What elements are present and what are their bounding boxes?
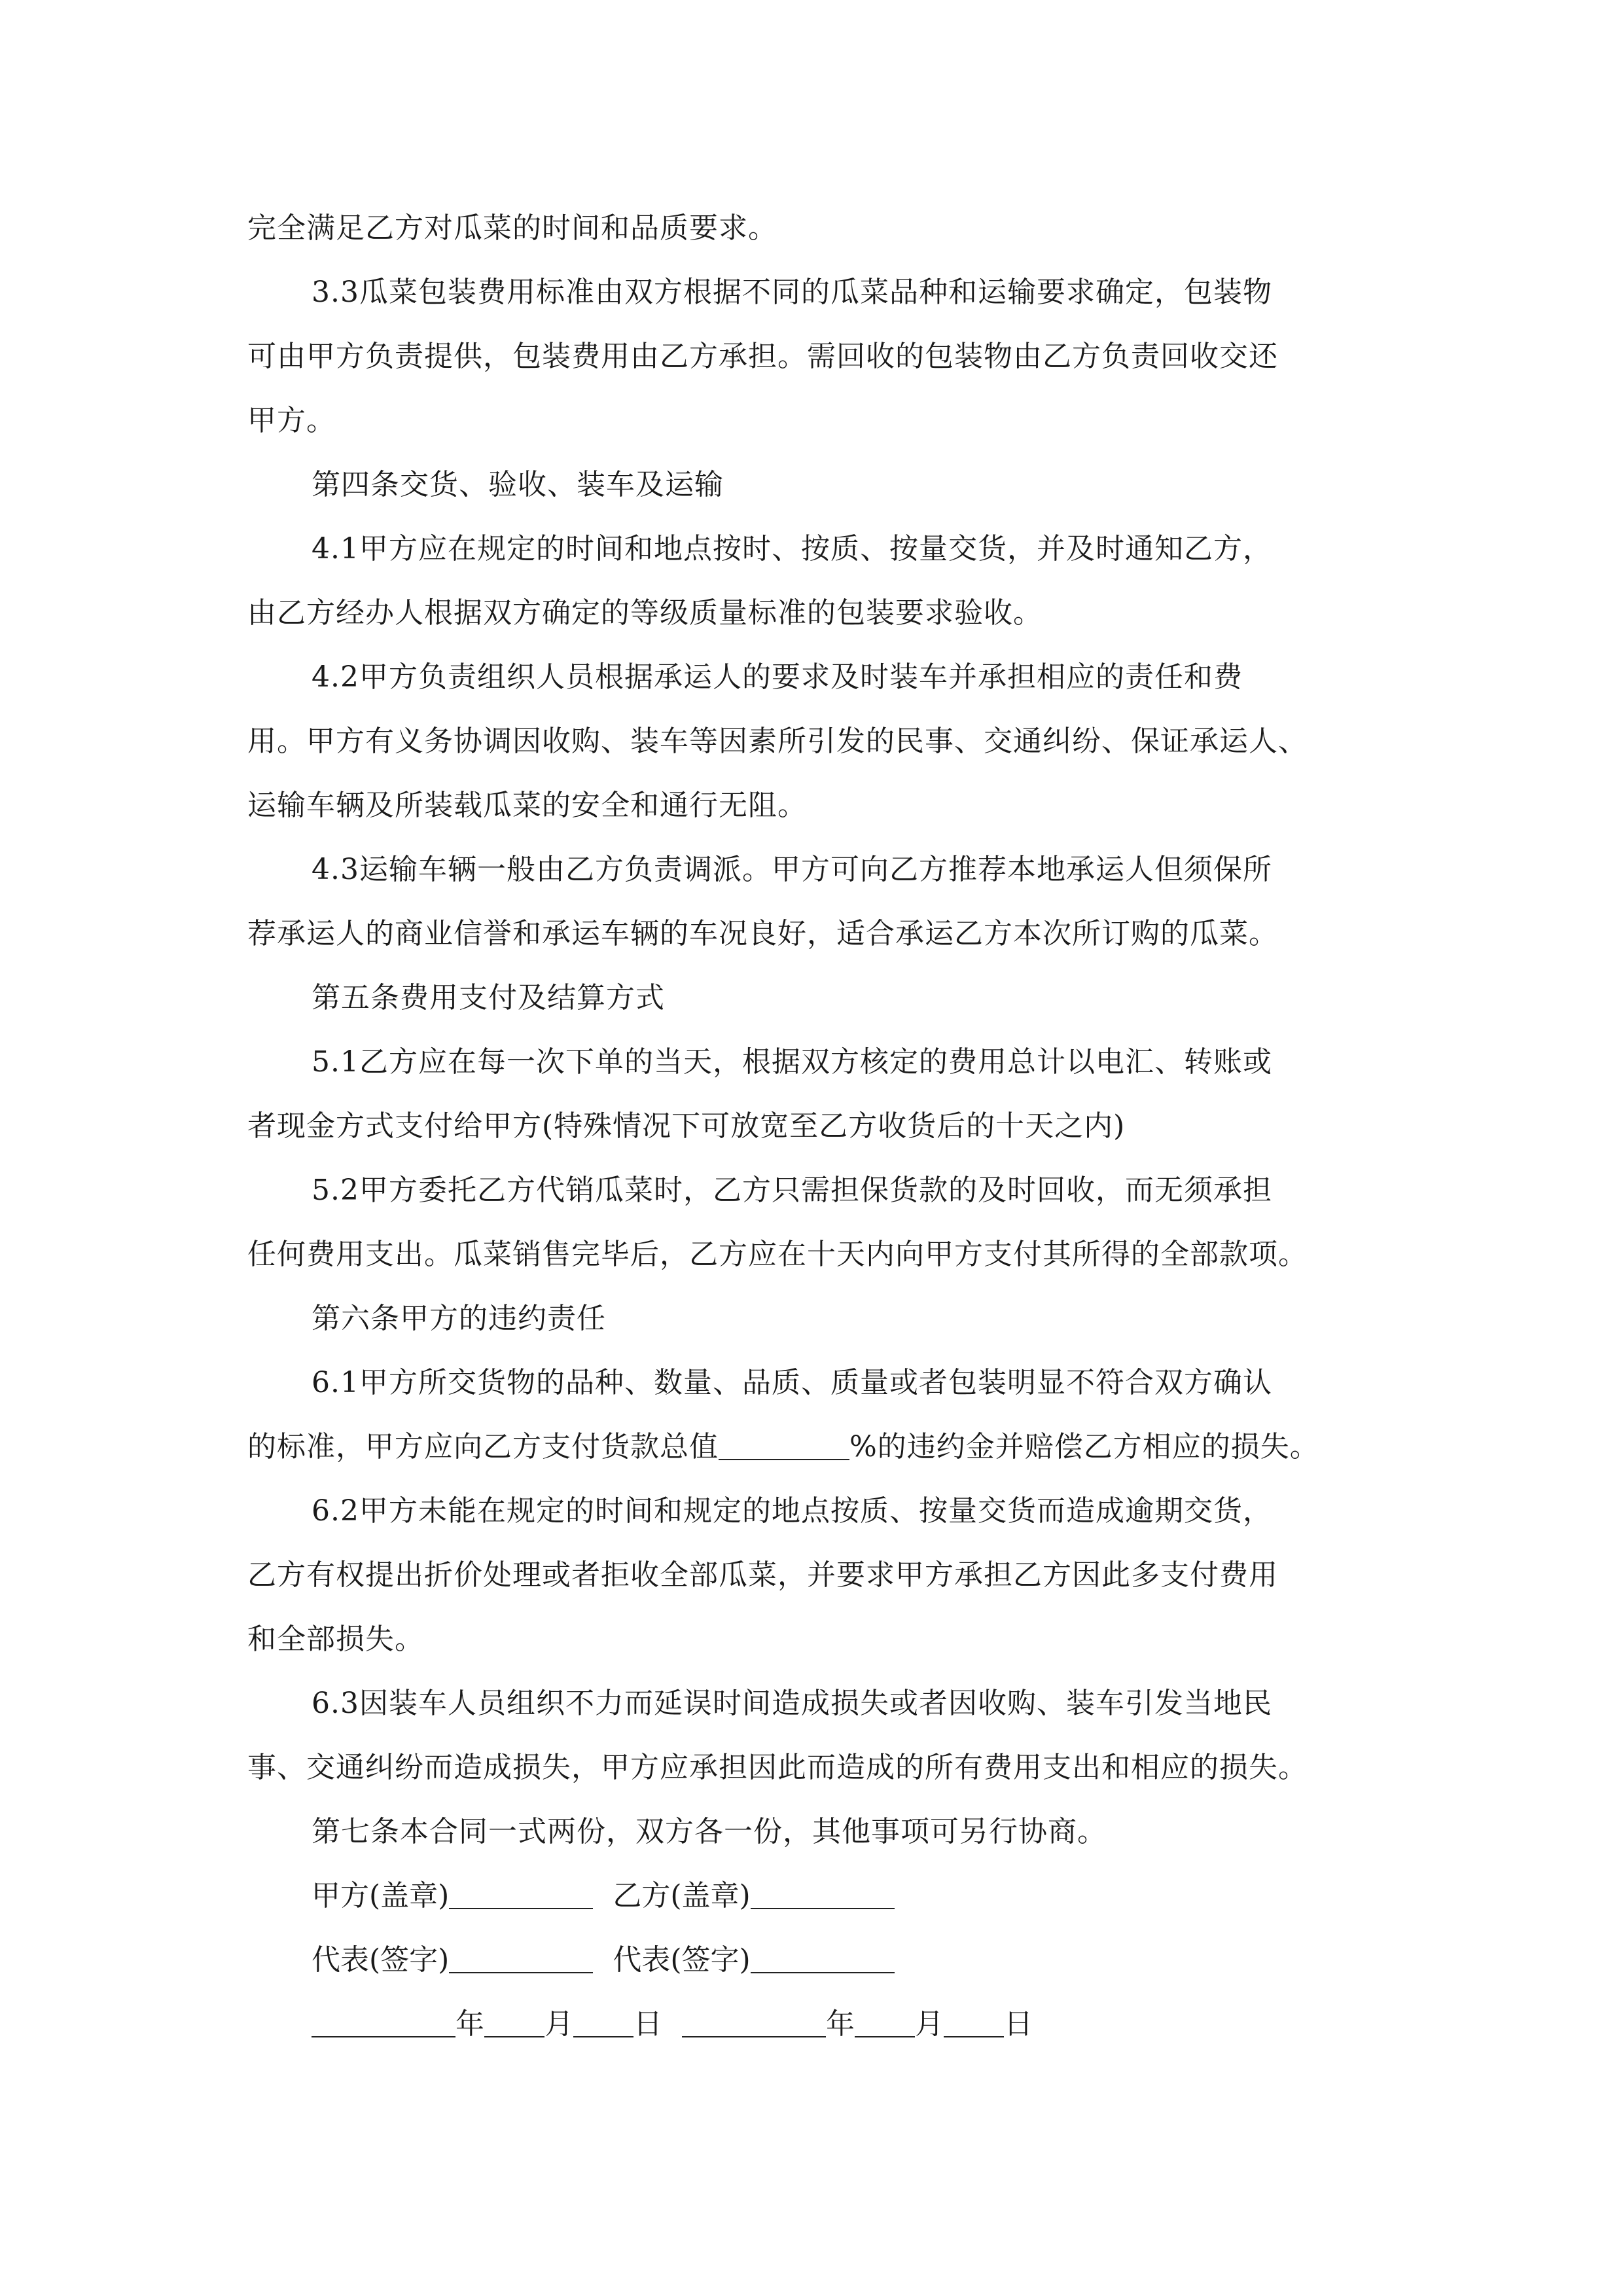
text-line: 第六条甲方的违约责任 — [312, 1302, 606, 1335]
party-b-rep-blank[interactable] — [751, 1946, 895, 1973]
text-line: 可由甲方负责提供，包装费用由乙方承担。需回收的包装物由乙方负责回收交还 — [247, 340, 1278, 373]
contract-body-part-1 — [247, 196, 1386, 1415]
text-line: 者现金方式支付给甲方(特殊情况下可放宽至乙方收货后的十天之内) — [247, 1109, 1126, 1143]
text-line: 4.2甲方负责组织人员根据承运人的要求及时装车并承担相应的责任和费 — [312, 660, 1243, 694]
text-line: 运输车辆及所装载瓜菜的安全和通行无阻。 — [247, 789, 807, 822]
date-a-year-blank[interactable] — [312, 2010, 455, 2037]
date-b-month-label: 月 — [915, 2007, 944, 2041]
text-line: 乙方有权提出折价处理或者拒收全部瓜菜，并要求甲方承担乙方因此多支付费用 — [247, 1558, 1278, 1592]
party-a-rep-label: 代表(签字) — [312, 1943, 450, 1977]
party-b-seal-label: 乙方(盖章) — [613, 1879, 751, 1912]
penalty-percent-blank[interactable] — [719, 1433, 849, 1460]
text-line: 甲方。 — [247, 404, 336, 437]
text-line: 第五条费用支付及结算方式 — [312, 981, 665, 1014]
date-b-month-blank[interactable] — [855, 2010, 915, 2037]
text-line: 任何费用支出。瓜菜销售完毕后，乙方应在十天内向甲方支付其所得的全部款项。 — [247, 1238, 1308, 1271]
penalty-text-before: 的标准，甲方应向乙方支付货款总值 — [247, 1430, 719, 1463]
text-line: 5.2甲方委托乙方代销瓜菜时，乙方只需担保货款的及时回收，而无须承担 — [312, 1174, 1272, 1207]
seal-line — [247, 1864, 1386, 1928]
text-line: 第四条交货、验收、装车及运输 — [312, 468, 724, 501]
text-line: 事、交通纠纷而造成损失，甲方应承担因此而造成的所有费用支出和相应的损失。 — [247, 1751, 1308, 1784]
text-line: 6.1甲方所交货物的品种、数量、品质、质量或者包装明显不符合双方确认 — [312, 1366, 1272, 1399]
text-line: 第七条本合同一式两份，双方各一份，其他事项可另行协商。 — [312, 1815, 1107, 1848]
text-line: 6.3因装车人员组织不力而延误时间造成损失或者因收购、装车引发当地民 — [312, 1687, 1272, 1720]
penalty-clause-line — [247, 1415, 1386, 1479]
date-a-month-label: 月 — [544, 2007, 573, 2041]
date-a-year-label: 年 — [455, 2007, 484, 2041]
text-line: 完全满足乙方对瓜菜的时间和品质要求。 — [247, 211, 777, 245]
date-b-day-blank[interactable] — [944, 2010, 1004, 2037]
representative-line — [247, 1928, 1386, 1992]
date-a-day-blank[interactable] — [573, 2010, 633, 2037]
text-line: 5.1乙方应在每一次下单的当天，根据双方核定的费用总计以电汇、转账或 — [312, 1045, 1272, 1079]
text-line: 4.3运输车辆一般由乙方负责调派。甲方可向乙方推荐本地承运人但须保所 — [312, 853, 1272, 886]
date-b-year-label: 年 — [826, 2007, 855, 2041]
date-a-day-label: 日 — [633, 2007, 662, 2041]
party-a-seal-blank[interactable] — [449, 1882, 593, 1909]
text-line: 6.2甲方未能在规定的时间和规定的地点按质、按量交货而造成逾期交货， — [312, 1494, 1272, 1528]
text-line: 3.3瓜菜包装费用标准由双方根据不同的瓜菜品种和运输要求确定，包装物 — [312, 276, 1272, 309]
text-line: 用。甲方有义务协调因收购、装车等因素所引发的民事、交通纠纷、保证承运人、 — [247, 725, 1308, 758]
text-line: 4.1甲方应在规定的时间和地点按时、按质、按量交货，并及时通知乙方， — [312, 532, 1272, 565]
date-line — [247, 1992, 1386, 2056]
date-a-month-blank[interactable] — [484, 2010, 544, 2037]
contract-body-part-2 — [247, 1479, 1386, 1864]
party-a-rep-blank[interactable] — [449, 1946, 593, 1973]
text-line: 荐承运人的商业信誉和承运车辆的车况良好，适合承运乙方本次所订购的瓜菜。 — [247, 917, 1278, 950]
party-b-rep-label: 代表(签字) — [613, 1943, 751, 1977]
document-page — [247, 196, 1386, 2056]
date-b-year-blank[interactable] — [682, 2010, 826, 2037]
text-line: 和全部损失。 — [247, 1623, 424, 1656]
date-b-day-label: 日 — [1004, 2007, 1033, 2041]
penalty-text-after: %的违约金并赔偿乙方相应的损失。 — [849, 1430, 1319, 1463]
party-b-seal-blank[interactable] — [751, 1882, 895, 1909]
party-a-seal-label: 甲方(盖章) — [312, 1879, 450, 1912]
text-line: 由乙方经办人根据双方确定的等级质量标准的包装要求验收。 — [247, 596, 1043, 630]
